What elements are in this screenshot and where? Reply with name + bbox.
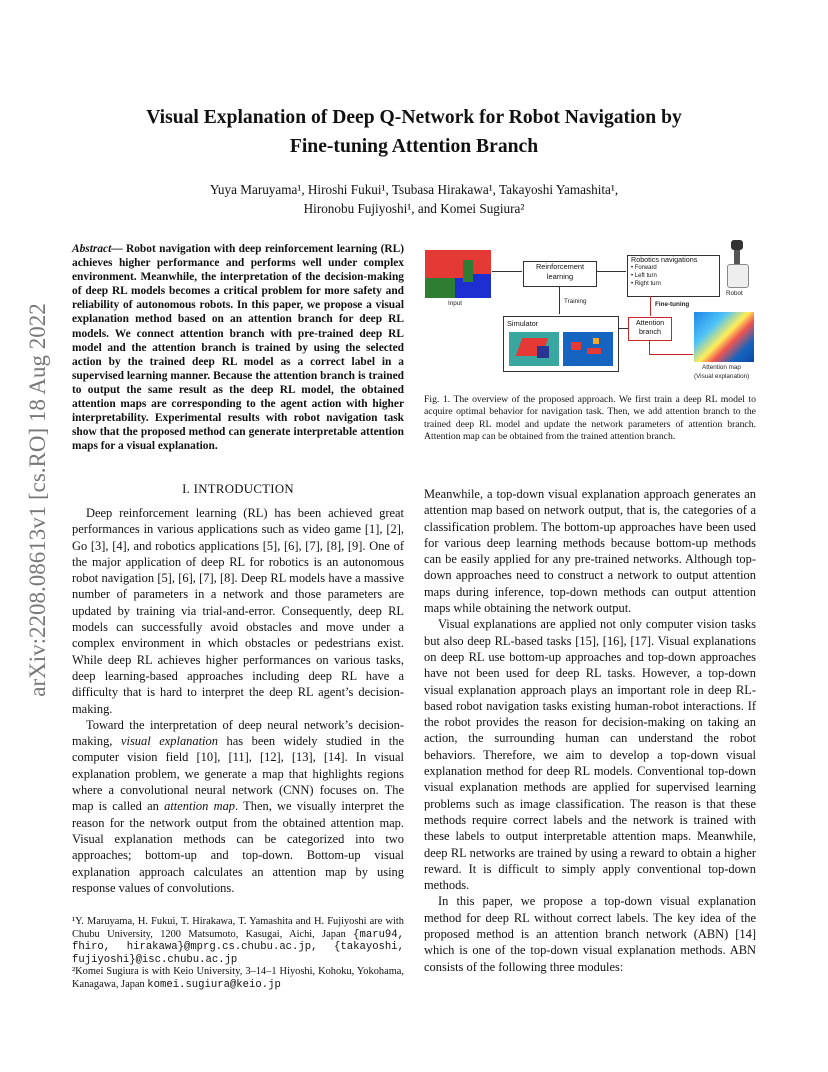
nav-item-left: • Left turn — [631, 273, 657, 279]
arrow-sim-to-ab — [618, 328, 628, 329]
robot-label: Robot — [726, 290, 743, 297]
robotics-navigation-box — [627, 255, 720, 297]
footnote-1-emails: {maru94, fhiro, hirakawa}@mprg.cs.chubu.ac.jp, {takayoshi, fujiyoshi}@isc.chubu.ac.jp — [72, 928, 404, 966]
training-label: Training — [564, 298, 587, 305]
arrow-ab-to-map-h — [649, 354, 693, 355]
footnote-1: ¹Y. Maruyama, H. Fukui, T. Hirakawa, T. Yamashita and H. Fujiyoshi are with Chubu University, 1200 Matsumoto, Kasugai, Aichi, Japan {maru94, fhiro, hirakawa}@mprg.cs.chubu.ac.jp, {takayoshi, fujiyoshi}@isc.chubu.ac.jp — [72, 916, 404, 966]
intro-paragraph-2: Toward the interpretation of deep neural network’s decision-making, visual explanation has been widely studied in the computer vision field [10], [11], [12], [13], [14]. In visual explanation problem, we generate a map that highlights regions where a convolutional neural network (CNN) focuses on. The map is called an attention map. Then, we visually interpret the reason for the network output from the obtained attention map. Visual explanation methods can be categorized into two approaches; bottom-up and top-down. Bottom-up visual explanation approach calculates an attention map by using response values of convolutions. — [72, 717, 404, 895]
right-column-body — [424, 486, 756, 975]
nav-item-forward: • Forward — [631, 265, 657, 271]
abstract — [72, 242, 404, 453]
section-heading: I. INTRODUCTION — [182, 482, 294, 496]
reinforcement-learning-box: Reinforcement learning — [523, 261, 597, 287]
robot-image — [725, 240, 749, 288]
arrow-training — [559, 286, 560, 314]
left-column-body — [72, 505, 404, 896]
emphasis-attention-map: attention map — [164, 799, 236, 814]
input-image — [425, 250, 491, 298]
nav-title: Robotics navigations — [631, 255, 698, 264]
intro-paragraph-1: Deep reinforcement learning (RL) has been achieved great performances in various applications such as video game [1], [2], Go [3], [4], and robotics applications [5], [6], [7], [8], [9]. One of the major application of deep RL for robotics is an autonomous robot navigation [5], [6], [7], [8]. Deep RL models have a massive number of parameters in a network and those parameters are updated by training via trial-and-error. Consequently, deep RL models can successfully avoid obstacles and move under a complex environment in which obstacles or pedestrians exist. While deep RL achieves higher performances on various tasks, deep learning-based approaches including deep RL have a difficulty that is hard to interpret the deep RL agent’s decision-making. — [72, 506, 404, 716]
title-line-2: Fine-tuning Attention Branch — [289, 136, 539, 157]
simulator-label: Simulator — [507, 319, 539, 328]
arrow-input-to-rl — [492, 271, 522, 272]
attention-map-label: Attention map — [702, 364, 741, 371]
paper-title — [60, 103, 768, 161]
right-paragraph-1: Meanwhile, a top-down visual explanation approach generates an attention map based on network output, that is, the categories of a classification problem. The bottom-up approaches have been used for various deep learning methods because bottom-up methods can be easily applied for any pre-trained networks. Although top-down approaches need to construct a network to output attention maps during inference, top-down methods can output attention maps while obtaining the network output. — [424, 487, 756, 616]
authors-line-2: Hironobu Fujiyoshi¹, and Komei Sugiura² — [303, 201, 525, 216]
arrow-ab-to-map — [649, 340, 650, 354]
figure-caption: Fig. 1. The overview of the proposed approach. We first train a deep RL model to acquire optimal behavior for navigation task. Then, we add attention branch to the trained deep RL model and update the network parameters of attention branch. Attention map can be obtained from the trained attention branch. — [424, 394, 756, 442]
simulator-scene-2 — [563, 332, 613, 366]
fine-tuning-label: Fine-tuning — [655, 301, 690, 308]
right-paragraph-2: Visual explanations are applied not only computer vision tasks but also deep RL-based tasks [15], [16], [17]. Visual explanations on deep RL use bottom-up approaches and top-down approaches have not been used for deep RL tasks. However, a top-down visual explanation approach plays an important role in deep RL-based robot navigation tasks existing human-robot interactions. If the robot provides the reason for decision-making on taking an action, the surrounding human can understand the robot behaviors. Therefore, we aim to develop a top-down visual explanation method for deep RL models. Conventional top-down visual explanation methods are applied for supervised learning problems such as image classification. The reason is that these methods require correct labels and the network is trained with these labels to output interpretable attention maps. Meanwhile, deep RL networks are trained by using a reward to obtain a higher reward. It is difficult to simply apply conventional top-down methods. — [424, 617, 756, 893]
attention-map-image — [694, 312, 754, 362]
arxiv-identifier: arXiv:2208.08613v1 [cs.RO] 18 Aug 2022 — [25, 303, 50, 697]
simulator-box — [503, 316, 619, 372]
attention-branch-box: Attention branch — [628, 317, 672, 341]
author-list — [100, 180, 728, 218]
arrow-rl-to-nav — [596, 271, 626, 272]
visual-explanation-label: (Visual explanation) — [694, 373, 750, 380]
input-label: Input — [448, 300, 463, 307]
footnotes — [72, 916, 404, 992]
footnote-2: ²Komei Sugiura is with Keio University, 3–14–1 Hiyoshi, Kohoku, Yokohama, Kanagawa, Japan komei.sugiura@keio.jp — [72, 966, 404, 991]
title-line-1: Visual Explanation of Deep Q-Network for Robot Navigation by — [146, 107, 682, 128]
simulator-scene-1 — [509, 332, 559, 366]
figure-1 — [424, 238, 758, 384]
nav-item-right: • Right turn — [631, 281, 661, 287]
arrow-fine-tuning — [650, 296, 651, 316]
footnote-2-email: komei.sugiura@keio.jp — [147, 978, 281, 991]
abstract-label: Abstract — [72, 243, 112, 255]
right-paragraph-3: In this paper, we propose a top-down visual explanation method for deep RL without correct labels. The key idea of the proposed method is an attention branch network (ABN) [14] which is one of the top-down visual explanation methods. ABN consists of the following three modules: — [424, 894, 756, 974]
abstract-text: — Robot navigation with deep reinforcement learning (RL) achieves higher performance and performs well under complex environment. Meanwhile, the interpretation of the decision-making of deep RL models becomes a critical problem for more safety and reliability of autonomous robots. In this paper, we propose a visual explanation method based on an attention branch for deep RL models. We connect attention branch with pre-trained deep RL model and the attention branch is trained by using the selected action by the trained deep RL model as a correct label in a supervised learning manner. Because the attention branch is trained to output the same result as the deep RL model, the obtained attention maps are corresponding to the agent action with higher interpretability. Experimental results with robot navigation task show that the proposed method can generate interpretable attention maps for a visual explanation. — [72, 243, 404, 453]
authors-line-1: Yuya Maruyama¹, Hiroshi Fukui¹, Tsubasa Hirakawa¹, Takayoshi Yamashita¹, — [209, 182, 619, 197]
emphasis-visual-explanation: visual explanation — [120, 734, 218, 749]
